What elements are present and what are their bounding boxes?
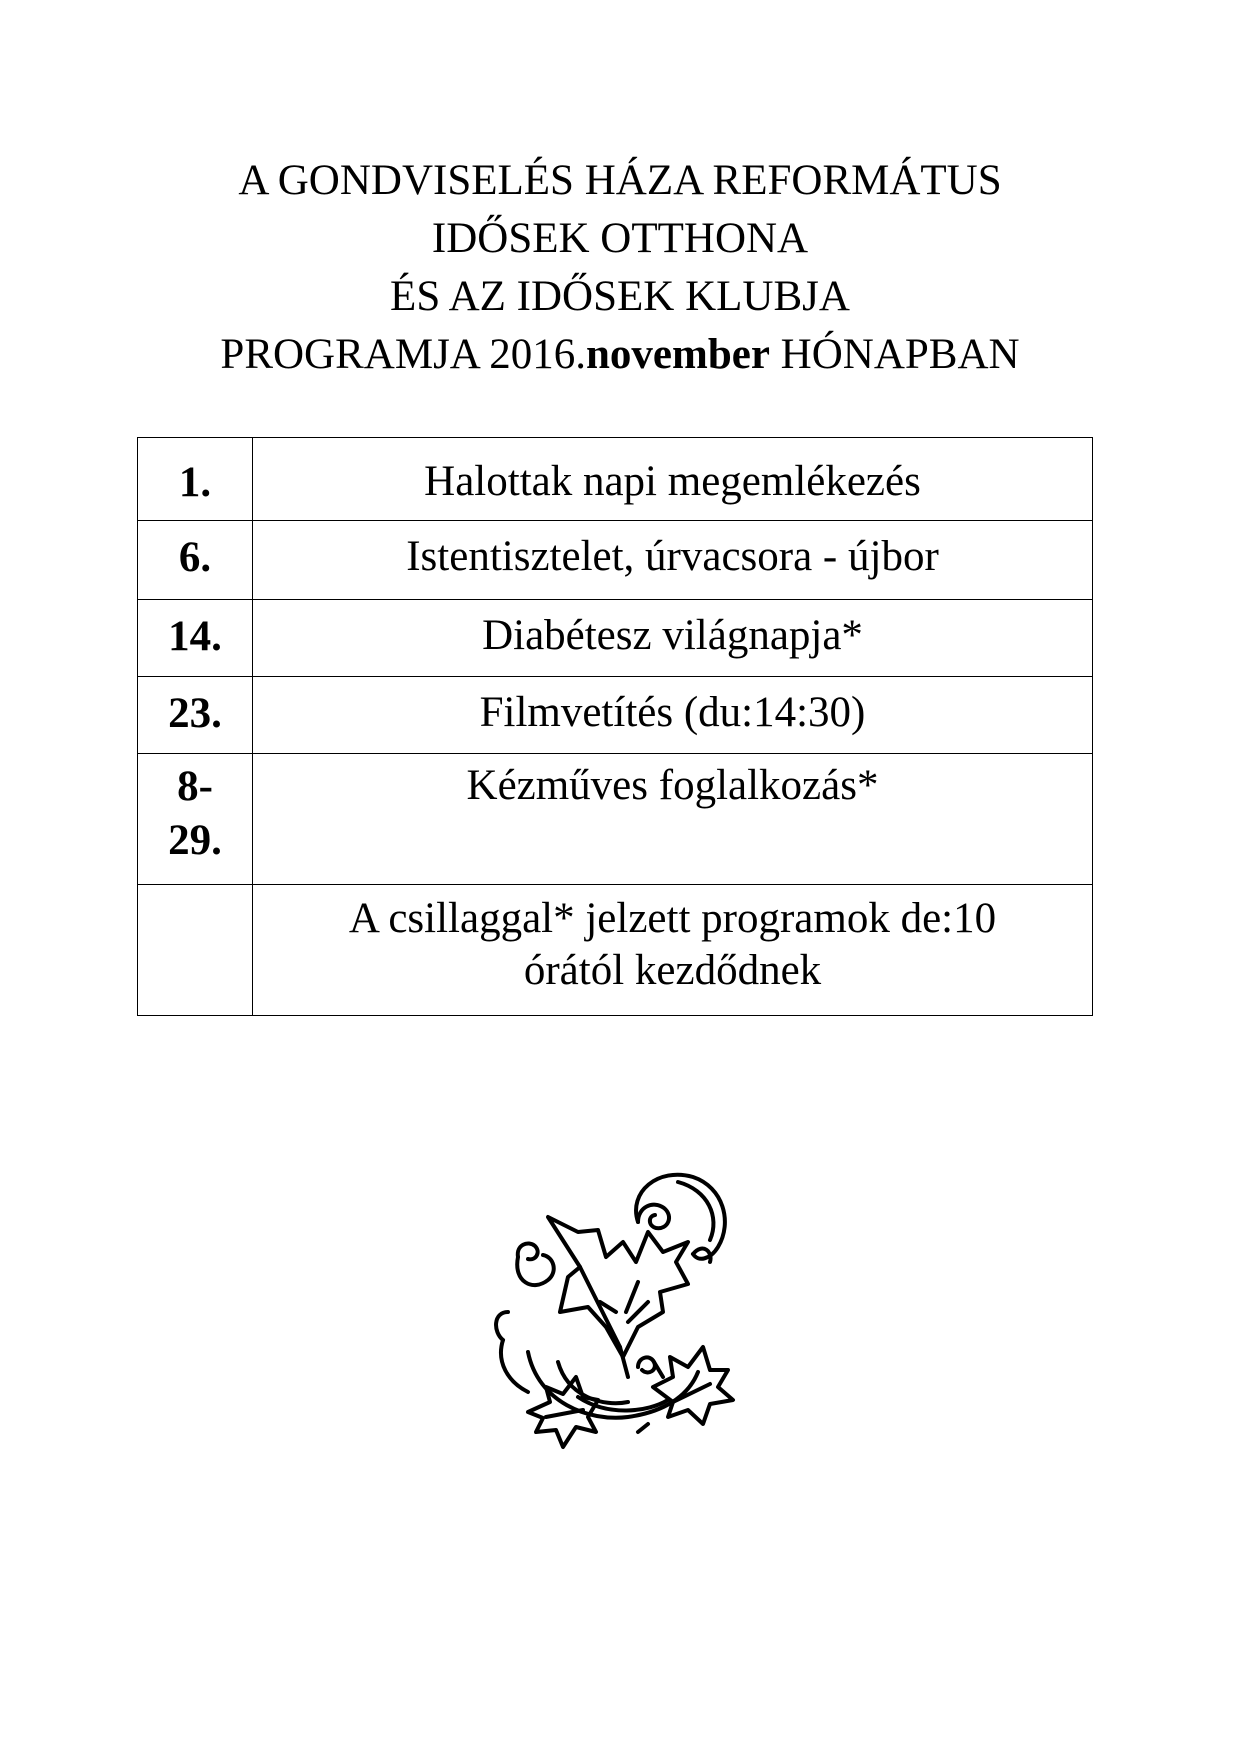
program-event: Filmvetítés (du:14:30) [253, 677, 1093, 754]
program-table [137, 437, 1093, 1016]
table-row [138, 885, 1093, 1016]
program-date [138, 754, 253, 885]
title-line-4 [0, 326, 1240, 384]
program-date: 1. [138, 438, 253, 521]
table-row [138, 754, 1093, 885]
title-line-4-suffix: HÓNAPBAN [769, 331, 1020, 378]
title-line-4-prefix: PROGRAMJA 2016. [220, 331, 586, 378]
program-note-line-1: A csillaggal* jelzett programok de:10 [348, 895, 997, 942]
program-date: 6. [138, 521, 253, 600]
program-event: Halottak napi megemlékezés [253, 438, 1093, 521]
program-date: 14. [138, 600, 253, 677]
page-title [0, 152, 1240, 384]
program-date-line-2: 29. [168, 817, 222, 864]
table-row [138, 521, 1093, 600]
program-date-line-1: 8- [177, 763, 213, 810]
program-event: Diabétesz világnapja* [253, 600, 1093, 677]
program-date [138, 885, 253, 1016]
autumn-leaves-ornament-icon [488, 1162, 748, 1452]
program-date: 23. [138, 677, 253, 754]
title-line-2: IDŐSEK OTTHONA [431, 215, 809, 262]
program-note [253, 885, 1093, 1016]
title-month: november [586, 331, 770, 378]
table-row [138, 438, 1093, 521]
program-event: Istentisztelet, úrvacsora - újbor [253, 521, 1093, 600]
program-event: Kézműves foglalkozás* [253, 754, 1093, 885]
title-line-3: ÉS AZ IDŐSEK KLUBJA [390, 273, 850, 320]
title-line-1: A GONDVISELÉS HÁZA REFORMÁTUS [238, 157, 1002, 204]
program-note-line-2: órától kezdődnek [523, 947, 822, 994]
table-row [138, 677, 1093, 754]
table-row [138, 600, 1093, 677]
